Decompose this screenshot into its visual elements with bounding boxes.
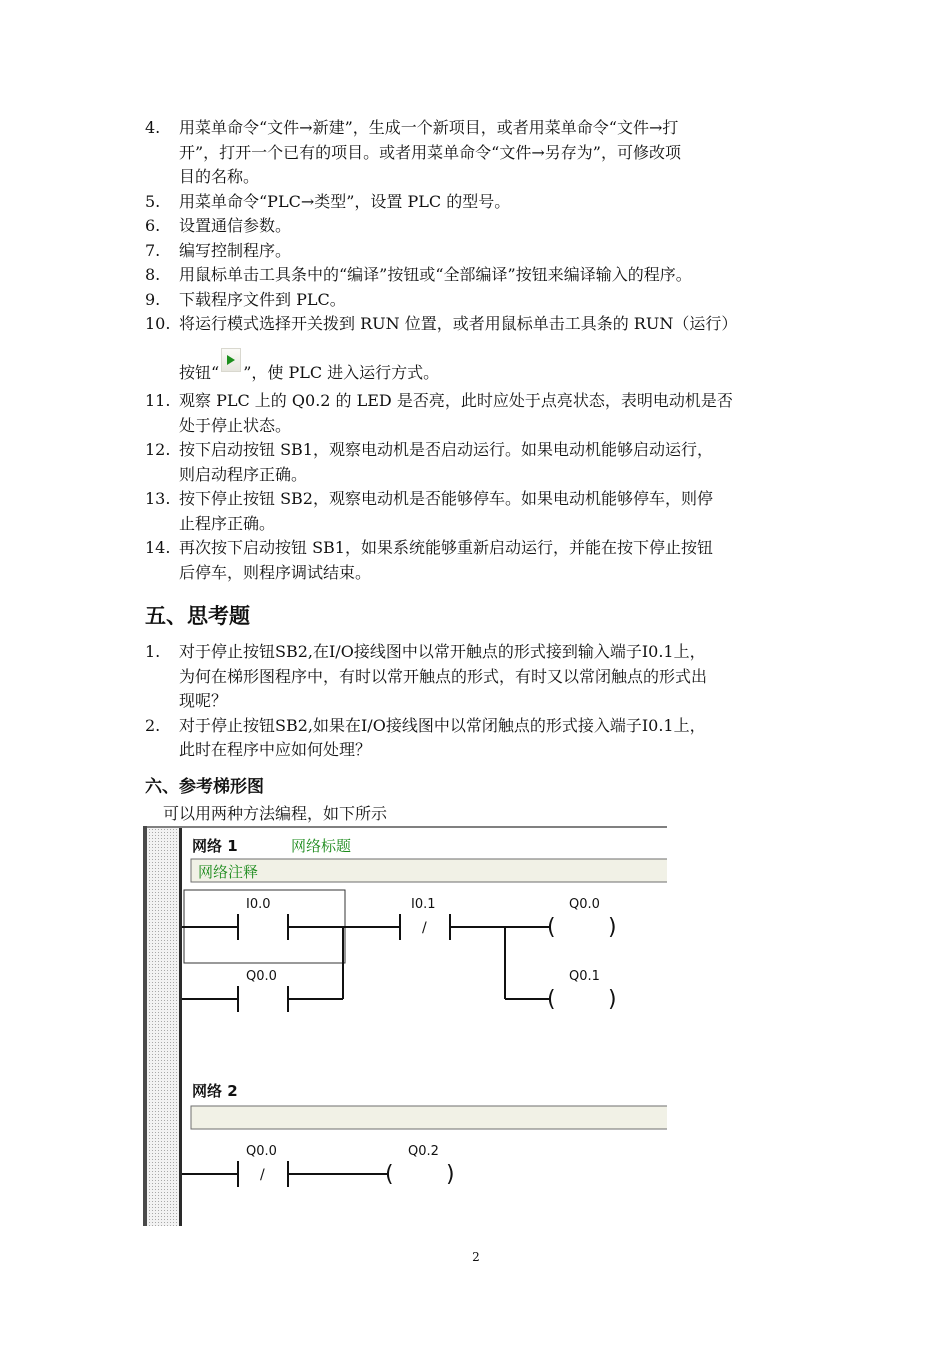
list-item <box>145 239 815 264</box>
list-item <box>145 263 815 288</box>
intro-text: 可以用两种方法编程，如下所示 <box>163 804 388 823</box>
section-heading: 六、参考梯形图 <box>145 777 264 797</box>
coil-close: ) <box>608 987 617 1012</box>
item-line: 对于停止按钮SB2,如果在I/O接线图中以常闭触点的形式接入端子I0.1上， <box>179 715 706 735</box>
list-item <box>145 312 815 385</box>
nc-mark: / <box>260 1167 265 1183</box>
network2-label: 网络 2 <box>192 1082 238 1100</box>
item-line: 设置通信参数。 <box>179 216 292 235</box>
top-border <box>143 826 667 828</box>
steps-list <box>145 116 815 585</box>
contact-label-q00: Q0.0 <box>246 969 277 984</box>
item-line: 观察 PLC 上的 Q0.2 的 LED 是否亮，此时应处于点亮状态，表明电动机是否 <box>179 391 733 410</box>
item-number: 2. <box>145 715 161 735</box>
network2-comment-box[interactable] <box>191 1106 667 1129</box>
item-line: 按下停止按钮 SB2，观察电动机是否能够停车。如果电动机能够停车，则停 <box>179 489 713 508</box>
power-rail <box>179 828 182 1226</box>
list-item <box>145 190 815 215</box>
coil-open: ( <box>547 987 556 1012</box>
item-line: 按下启动按钮 SB1，观察电动机是否启动运行。如果电动机能够启动运行， <box>179 440 713 459</box>
item-line: 目的名称。 <box>179 167 260 186</box>
item-number: 5. <box>145 191 161 211</box>
item-line: 此时在程序中应如何处理？ <box>179 740 372 759</box>
item-line: 为何在梯形图程序中，有时以常开触点的形式，有时又以常闭触点的形式出 <box>179 666 708 686</box>
ladder-diagram <box>143 826 667 1226</box>
left-margin <box>147 828 179 1226</box>
item-number: 14. <box>145 538 171 557</box>
item-line-before: 按钮“ <box>179 362 220 382</box>
item-number: 11. <box>145 391 171 410</box>
network1-label: 网络 1 <box>192 837 238 855</box>
list-item <box>145 536 815 585</box>
list-item <box>145 389 815 438</box>
item-line: 止程序正确。 <box>179 513 276 533</box>
coil-label-q02: Q0.2 <box>408 1144 439 1159</box>
item-number: 6. <box>145 216 161 235</box>
item-line: 用菜单命令“文件→新建”，生成一个新项目，或者用菜单命令“文件→打 <box>179 118 679 137</box>
item-line: 开”，打开一个已有的项目。或者用菜单命令“文件→另存为”，可修改项 <box>179 142 681 162</box>
list-item <box>145 487 815 536</box>
item-line <box>179 357 815 386</box>
item-line: 再次按下启动按钮 SB1，如果系统能够重新启动运行，并能在按下停止按钮 <box>179 538 713 557</box>
list-item <box>145 640 815 714</box>
item-number: 12. <box>145 440 171 459</box>
item-line: 现呢？ <box>179 691 228 710</box>
item-line: 将运行模式选择开关拨到 RUN 位置，或者用鼠标单击工具条的 RUN（运行） <box>179 314 738 333</box>
coil-label-q01: Q0.1 <box>569 969 600 984</box>
play-triangle-icon <box>221 348 241 372</box>
questions-list <box>145 640 815 763</box>
coil-open: ( <box>547 915 556 940</box>
page-number: 2 <box>472 1250 480 1264</box>
list-item <box>145 714 815 763</box>
list-item <box>145 288 815 313</box>
item-line: 用鼠标单击工具条中的“编译”按钮或“全部编译”按钮来编译输入的程序。 <box>179 265 692 284</box>
item-line: 用菜单命令“PLC→类型”，设置 PLC 的型号。 <box>179 191 511 211</box>
list-item <box>145 214 815 239</box>
contact-label-i00: I0.0 <box>246 897 271 912</box>
coil-open: ( <box>385 1162 394 1187</box>
item-line: 对于停止按钮SB2,在I/O接线图中以常开触点的形式接到输入端子I0.1上， <box>179 642 706 661</box>
nc-mark: / <box>422 920 427 936</box>
item-number: 1. <box>145 642 161 661</box>
item-number: 13. <box>145 489 171 508</box>
item-number: 7. <box>145 240 161 260</box>
item-number: 4. <box>145 118 161 137</box>
network1-title: 网络标题 <box>291 837 352 855</box>
left-edge <box>143 826 147 1226</box>
item-number: 8. <box>145 265 161 284</box>
list-item <box>145 116 815 190</box>
coil-close: ) <box>446 1162 455 1187</box>
contact-label-q00-n2: Q0.0 <box>246 1144 277 1159</box>
network1-comment-box[interactable] <box>191 859 667 882</box>
network1-comment: 网络注释 <box>198 863 259 881</box>
item-line: 处于停止状态。 <box>179 415 292 435</box>
item-line: 后停车，则程序调试结束。 <box>179 562 372 582</box>
section-heading: 五、思考题 <box>145 603 250 628</box>
item-number: 10. <box>145 314 171 333</box>
item-line: 下载程序文件到 PLC。 <box>179 289 346 309</box>
list-item <box>145 438 815 487</box>
item-line-after: ”，使 PLC 进入运行方式。 <box>243 362 440 382</box>
coil-close: ) <box>608 915 617 940</box>
contact-label-i01: I0.1 <box>411 897 436 912</box>
coil-label-q00: Q0.0 <box>569 897 600 912</box>
item-line: 则启动程序正确。 <box>179 464 308 484</box>
item-line: 编写控制程序。 <box>179 240 292 260</box>
item-number: 9. <box>145 289 161 309</box>
